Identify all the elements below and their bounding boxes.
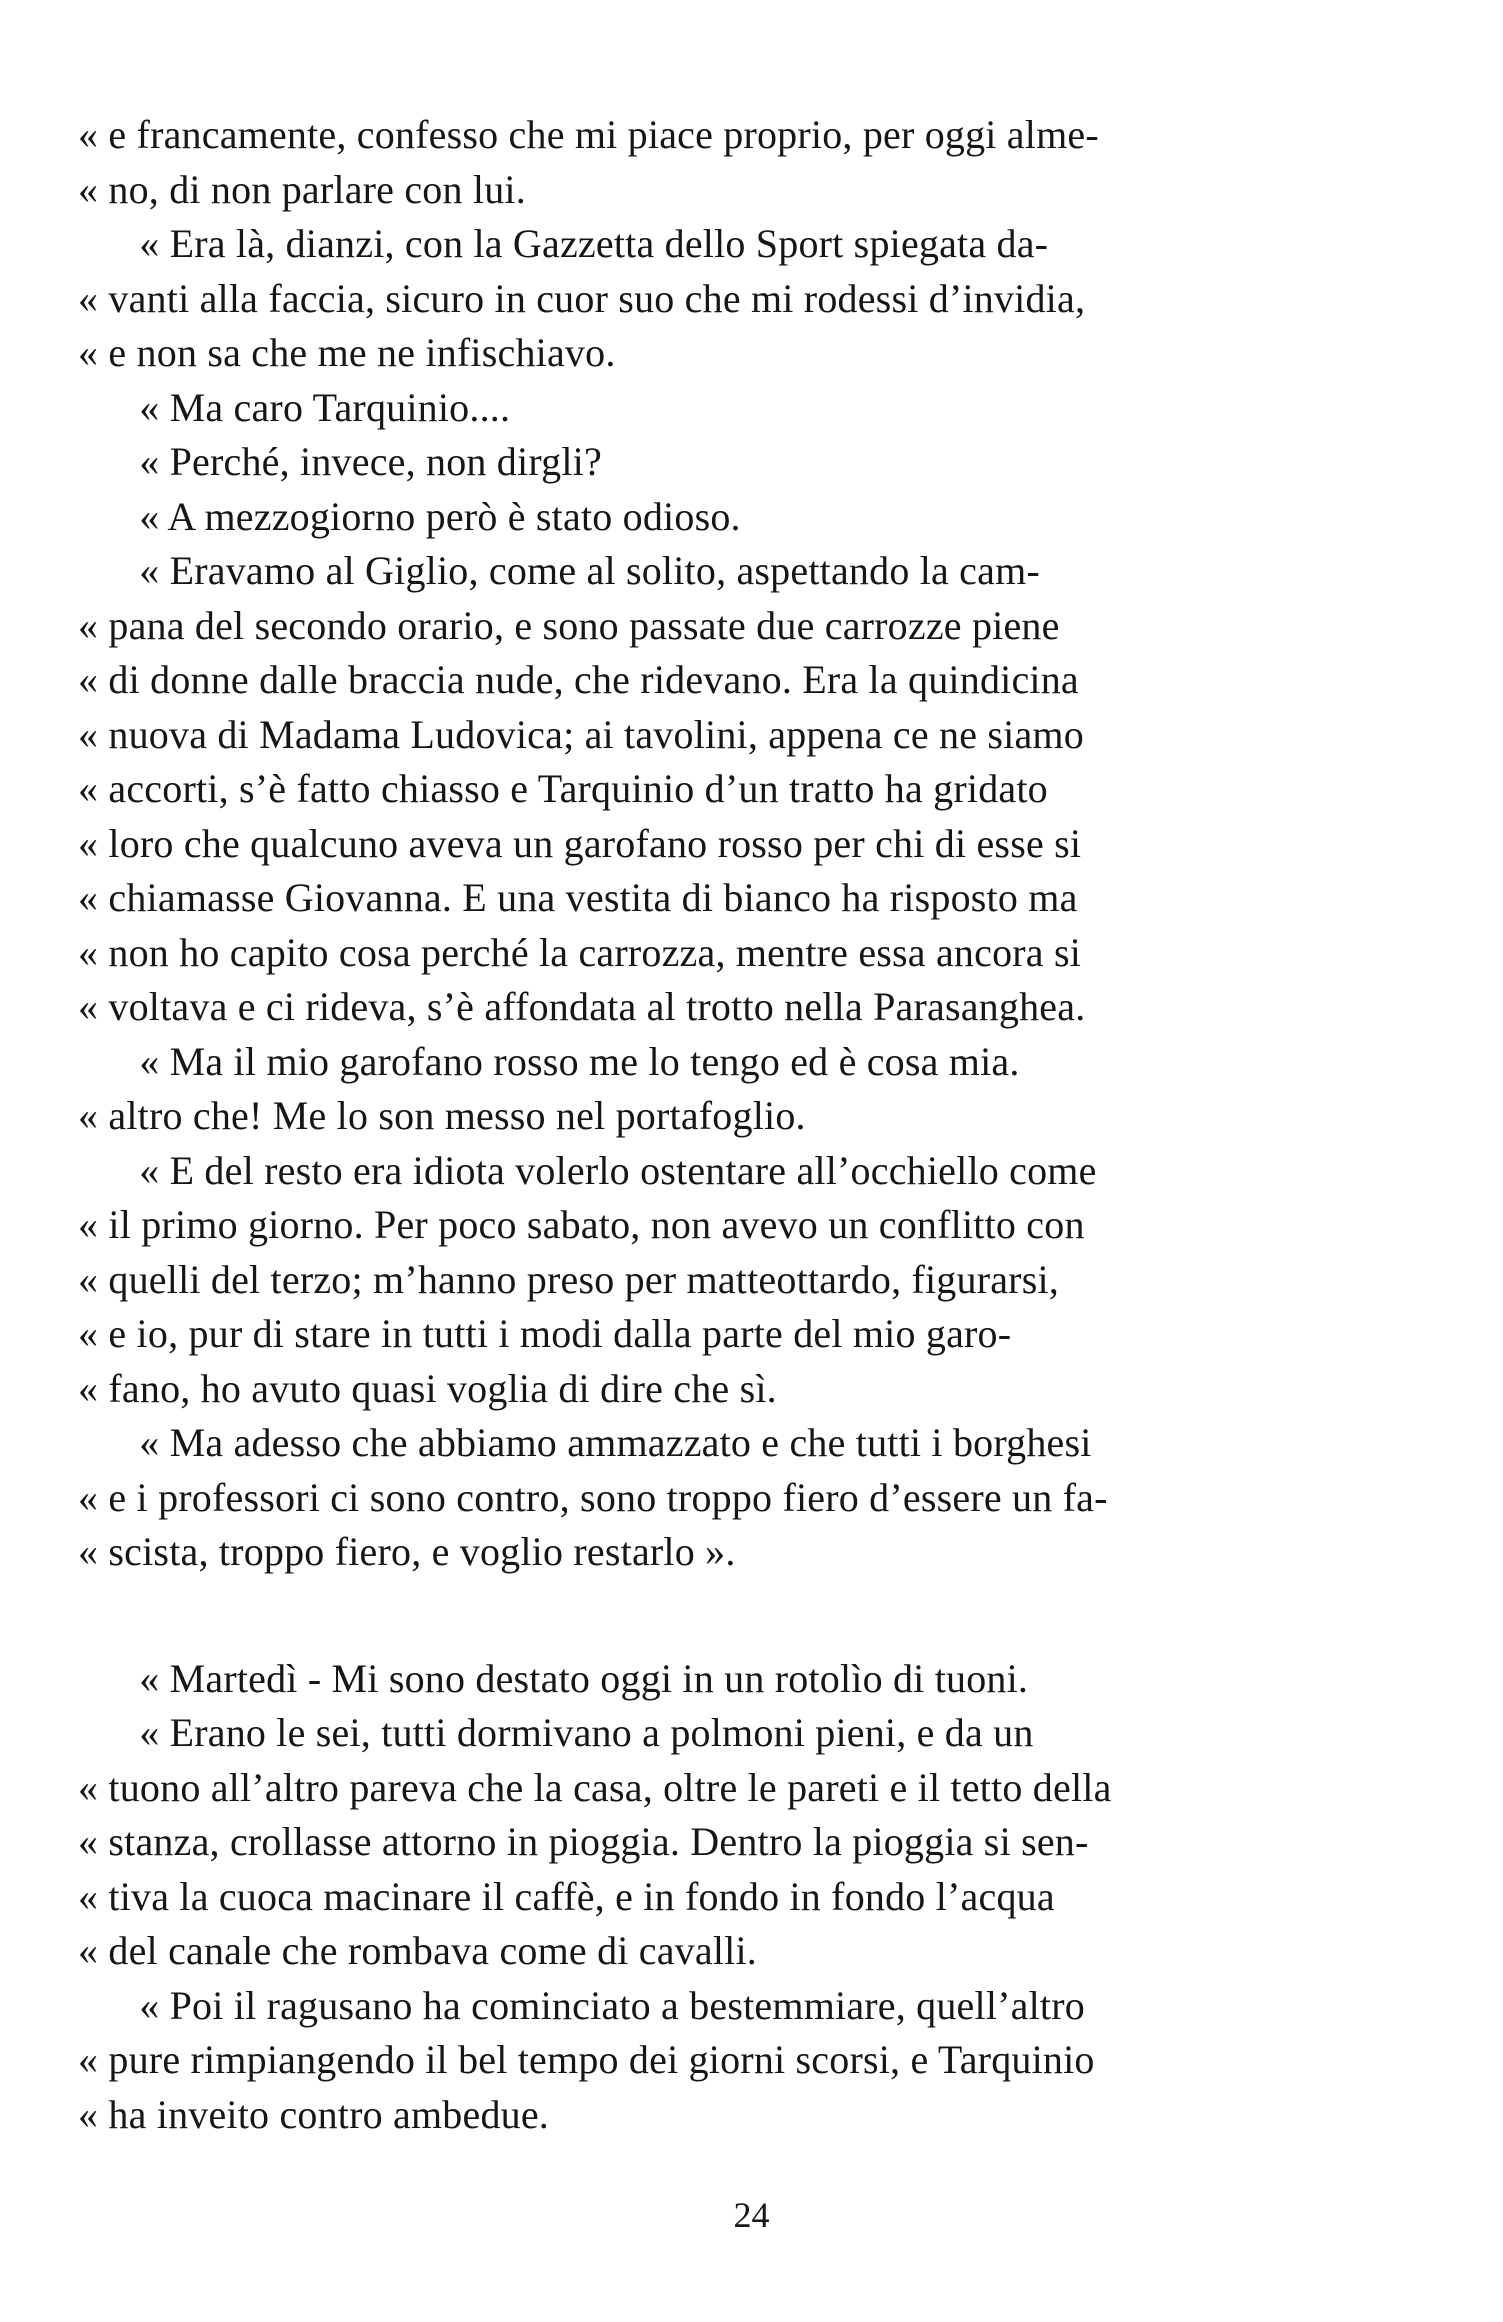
text-line: « non ho capito cosa perché la carrozza, mentre essa ancora si [78, 929, 1082, 975]
text-line: « Poi il ragusano ha cominciato a bestemmiare, quell’altro [78, 1982, 1085, 2028]
text-line: « Perché, invece, non dirgli? [78, 439, 602, 484]
text-line: « voltava e ci rideva, s’è affondata al trotto nella Parasanghea. [78, 984, 1086, 1029]
text-line: « vanti alla faccia, sicuro in cuor suo che mi rodessi d’invidia, [78, 275, 1086, 321]
text-line: « ha inveito contro ambedue. [78, 2091, 550, 2137]
text-line: « Ma il mio garofano rosso me lo tengo ed è cosa mia. [78, 1038, 1020, 1084]
text-line: « no, di non parlare con lui. [78, 166, 526, 212]
text-line: « accorti, s’è fatto chiasso e Tarquinio d’un tratto ha gridato [78, 766, 1048, 811]
text-line: « quelli del terzo; m’hanno preso per matteottardo, figurarsi, [78, 1256, 1059, 1302]
text-line: « chiamasse Giovanna. E una vestita di bianco ha risposto ma [78, 875, 1078, 920]
text-line: « il primo giorno. Per poco sabato, non avevo un conflitto con [78, 1202, 1085, 1247]
paragraph-break [78, 1580, 1408, 1652]
text-line: « Era là, dianzi, con la Gazzetta dello Sport spiegata da- [78, 221, 1049, 266]
text-line: « scista, troppo fiero, e voglio restarlo ». [78, 1529, 736, 1574]
text-line: « stanza, crollasse attorno in pioggia. Dentro la pioggia si sen- [78, 1819, 1089, 1864]
text-line: « e io, pur di stare in tutti i modi dalla parte del mio garo- [78, 1311, 1012, 1356]
text-line: « pure rimpiangendo il bel tempo dei giorni scorsi, e Tarquinio [78, 2037, 1095, 2082]
text-line: « E del resto era idiota volerlo ostentare all’occhiello come [78, 1147, 1097, 1193]
text-line: « tuono all’altro pareva che la casa, oltre le pareti e il tetto della [78, 1764, 1112, 1810]
page-number: 24 [733, 2195, 770, 2235]
text-line: « e non sa che me ne infischiavo. [78, 330, 616, 375]
text-line: « altro che! Me lo son messo nel portafoglio. [78, 1093, 806, 1138]
text-line: « Ma caro Tarquinio.... [78, 384, 511, 430]
text-line: « e i professori ci sono contro, sono troppo fiero d’essere un fa- [78, 1474, 1108, 1520]
text-line: « fano, ho avuto quasi voglia di dire che sì. [78, 1365, 777, 1411]
text-line: « e francamente, confesso che mi piace proprio, per oggi alme- [78, 112, 1099, 157]
text-line: « Erano le sei, tutti dormivano a polmoni pieni, e da un [78, 1710, 1034, 1755]
text-line: « Eravamo al Giglio, come al solito, aspettando la cam- [78, 548, 1040, 593]
text-line: « di donne dalle braccia nude, che ridevano. Era la quindicina [78, 657, 1079, 702]
text-line: « A mezzogiorno però è stato odioso. [78, 493, 741, 539]
body-text [78, 108, 1408, 2142]
text-line: « Martedì - Mi sono destato oggi in un rotolìo di tuoni. [78, 1655, 1029, 1701]
text-line: « loro che qualcuno aveva un garofano rosso per chi di esse si [78, 820, 1082, 866]
text-line: « tiva la cuoca macinare il caffè, e in fondo in fondo l’acqua [78, 1873, 1055, 1919]
text-line: « nuova di Madama Ludovica; ai tavolini, appena ce ne siamo [78, 711, 1084, 757]
text-line: « del canale che rombava come di cavalli. [78, 1928, 757, 1973]
text-line: « Ma adesso che abbiamo ammazzato e che tutti i borghesi [78, 1420, 1092, 1465]
text-line: « pana del secondo orario, e sono passate due carrozze piene [78, 602, 1060, 648]
